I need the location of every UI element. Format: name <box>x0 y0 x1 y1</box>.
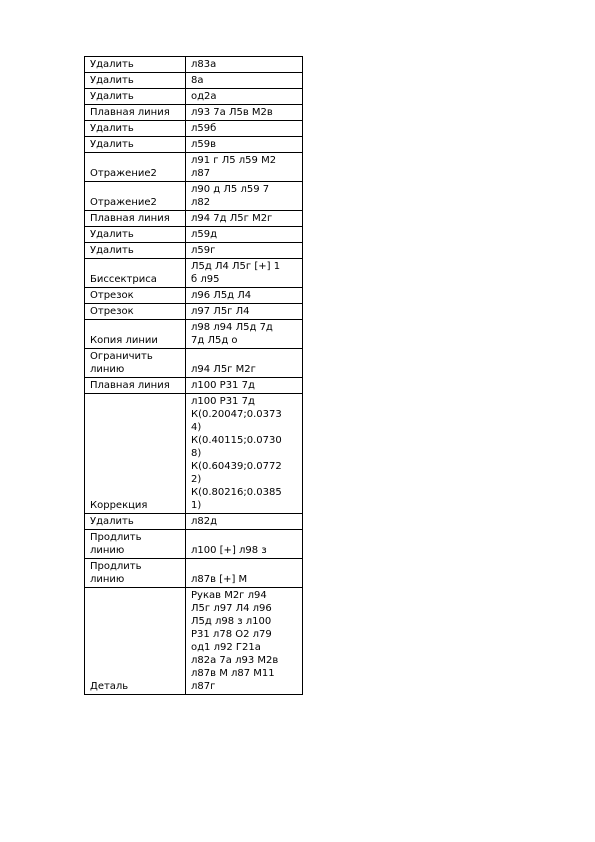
parameters-cell: л94 Л5г М2г <box>186 349 303 378</box>
table-row <box>85 320 303 349</box>
parameters-cell: л82д <box>186 514 303 530</box>
operation-cell: Удалить <box>85 121 186 137</box>
operation-cell: Отражение2 <box>85 153 186 182</box>
table-row <box>85 243 303 259</box>
parameters-cell: л100 [+] л98 з <box>186 530 303 559</box>
parameters-cell: л83а <box>186 57 303 73</box>
operation-cell: Деталь <box>85 588 186 695</box>
parameters-cell: од2а <box>186 89 303 105</box>
table-row <box>85 73 303 89</box>
table-row <box>85 559 303 588</box>
table-row <box>85 394 303 514</box>
parameters-cell: л98 л94 Л5д 7д 7д Л5д о <box>186 320 303 349</box>
operation-cell: Ограничить линию <box>85 349 186 378</box>
table-row <box>85 227 303 243</box>
table-row <box>85 288 303 304</box>
parameters-cell: л91 г Л5 л59 М2 л87 <box>186 153 303 182</box>
operation-cell: Удалить <box>85 57 186 73</box>
table-row <box>85 588 303 695</box>
parameters-cell: л59д <box>186 227 303 243</box>
operation-cell: Удалить <box>85 243 186 259</box>
operation-cell: Плавная линия <box>85 211 186 227</box>
parameters-cell: Рукав М2г л94 Л5г л97 Л4 л96 Л5д л98 з л100 Р31 л78 О2 л79 од1 л92 Г21а л82а 7а л93 М2в л87в М л87 М11 л87г <box>186 588 303 695</box>
operation-cell: Плавная линия <box>85 105 186 121</box>
operations-table <box>84 56 303 695</box>
operation-cell: Продлить линию <box>85 559 186 588</box>
table-row <box>85 153 303 182</box>
parameters-cell: л87в [+] М <box>186 559 303 588</box>
operation-cell: Удалить <box>85 89 186 105</box>
operation-cell: Биссектриса <box>85 259 186 288</box>
table-row <box>85 530 303 559</box>
table-row <box>85 211 303 227</box>
parameters-cell: л90 д Л5 л59 7 л82 <box>186 182 303 211</box>
operation-cell: Коррекция <box>85 394 186 514</box>
operation-cell: Удалить <box>85 514 186 530</box>
parameters-cell: Л5д Л4 Л5г [+] 1 б л95 <box>186 259 303 288</box>
table-row <box>85 57 303 73</box>
operation-cell: Удалить <box>85 73 186 89</box>
table-row <box>85 378 303 394</box>
parameters-cell: л100 Р31 7д К(0.20047;0.0373 4) К(0.40115;0.0730 8) К(0.60439;0.0772 2) К(0.80216;0.0385 1) <box>186 394 303 514</box>
parameters-cell: л94 7д Л5г М2г <box>186 211 303 227</box>
table-row <box>85 349 303 378</box>
table-row <box>85 514 303 530</box>
parameters-cell: л96 Л5д Л4 <box>186 288 303 304</box>
table-row <box>85 105 303 121</box>
operation-cell: Удалить <box>85 227 186 243</box>
operation-cell: Копия линии <box>85 320 186 349</box>
operations-table-body <box>85 57 303 695</box>
parameters-cell: 8а <box>186 73 303 89</box>
operation-cell: Удалить <box>85 137 186 153</box>
parameters-cell: л100 Р31 7д <box>186 378 303 394</box>
operation-cell: Продлить линию <box>85 530 186 559</box>
operation-cell: Отражение2 <box>85 182 186 211</box>
table-row <box>85 89 303 105</box>
parameters-cell: л93 7а Л5в М2в <box>186 105 303 121</box>
table-row <box>85 259 303 288</box>
table-row <box>85 137 303 153</box>
table-row <box>85 304 303 320</box>
operation-cell: Отрезок <box>85 304 186 320</box>
parameters-cell: л59в <box>186 137 303 153</box>
operation-cell: Плавная линия <box>85 378 186 394</box>
table-row <box>85 121 303 137</box>
operation-cell: Отрезок <box>85 288 186 304</box>
parameters-cell: л97 Л5г Л4 <box>186 304 303 320</box>
table-row <box>85 182 303 211</box>
parameters-cell: л59г <box>186 243 303 259</box>
parameters-cell: л59б <box>186 121 303 137</box>
